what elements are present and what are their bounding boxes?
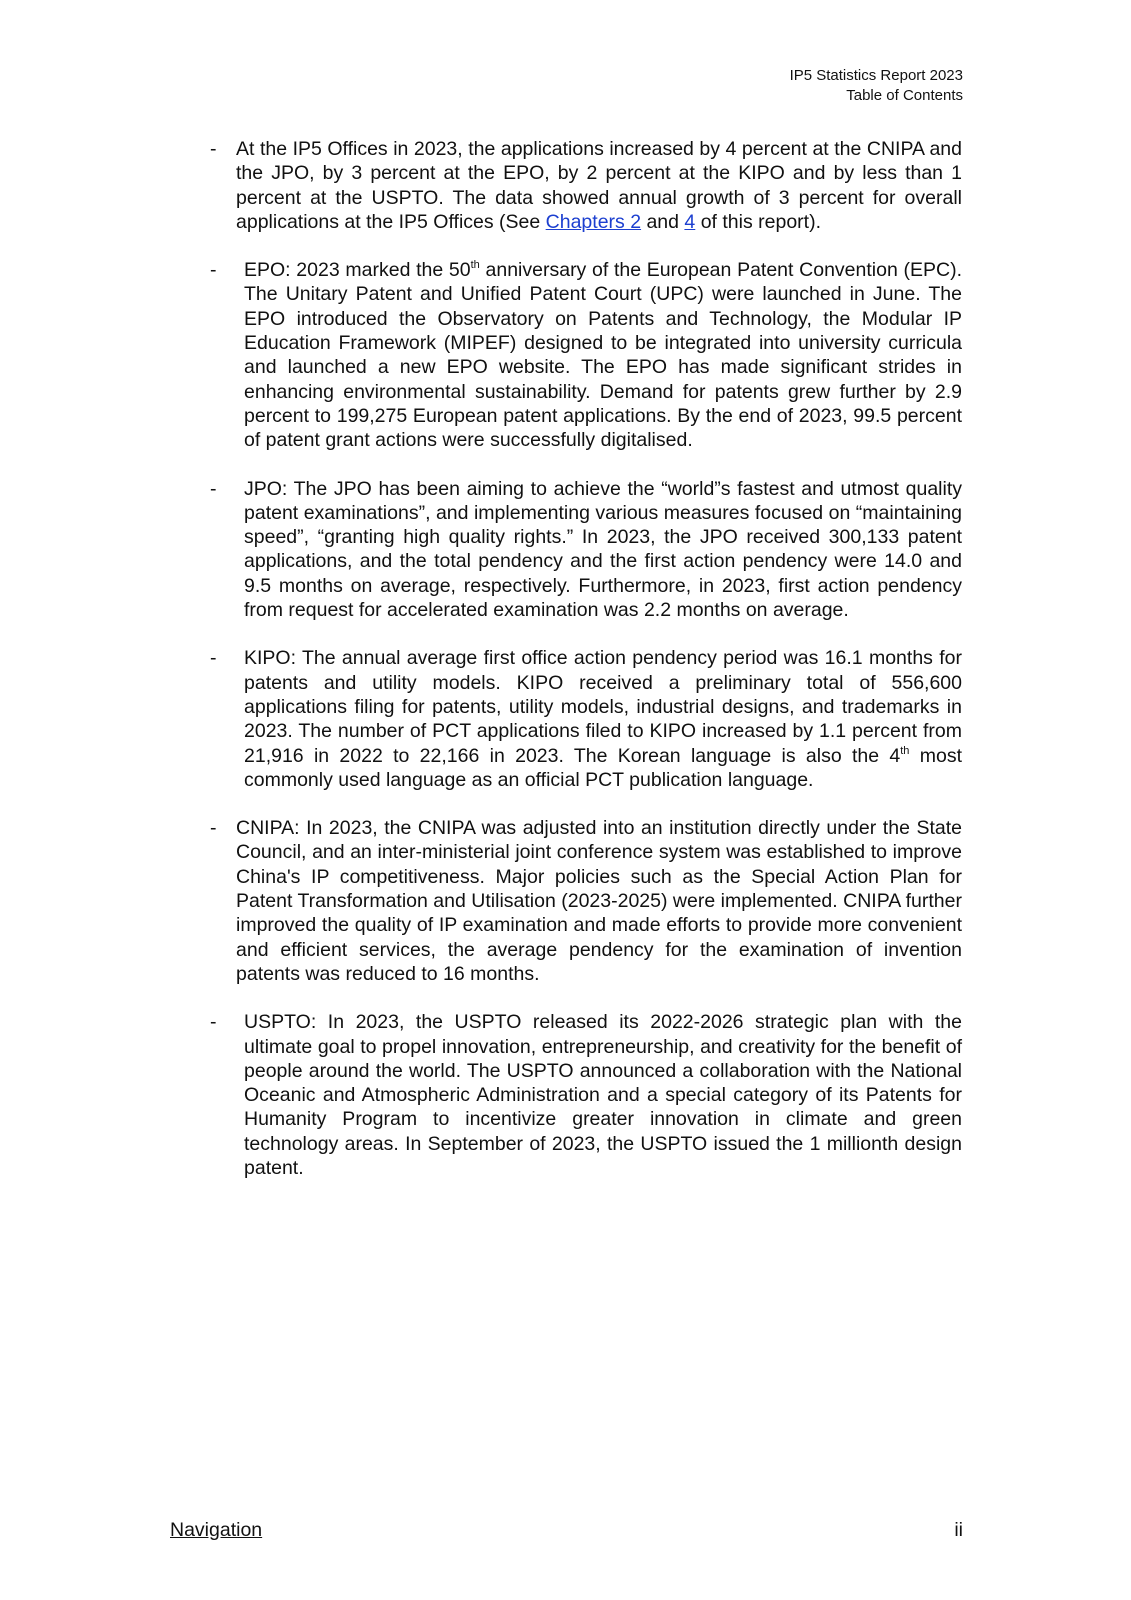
page-header: [790, 66, 963, 106]
navigation-link[interactable]: Navigation: [170, 1519, 263, 1541]
bullet-text: At the IP5 Offices in 2023, the applications increased by 4 percent at the CNIPA and the JPO, by 3 percent at the EPO, by 2 percent at the KIPO and by less than 1 percent at the USPTO. The data showed annual growth of 3 percent for overall applications at the IP5 Offices (See Chapters 2 and 4 of this report).: [236, 138, 962, 233]
bullet-ip5-overview: [210, 137, 962, 234]
bullet-epo: [210, 258, 962, 452]
bullet-dash: -: [210, 477, 217, 500]
bullet-dash: -: [210, 817, 217, 840]
bullet-dash: -: [210, 1011, 217, 1034]
bullet-uspto: [210, 1010, 962, 1180]
bullet-text: JPO: The JPO has been aiming to achieve the “world”s fastest and utmost quality patent examinations”, and implementing various measures focused on “maintaining speed”, “granting high quality rights.” In 2023, the JPO received 300,133 patent applications, and the total pendency and the first action pendency were 14.0 and 9.5 months on average, respectively. Furthermore, in 2023, first action pendency from request for accelerated examination was 2.2 months on average.: [244, 477, 962, 622]
bullet-kipo: [210, 646, 962, 792]
bullet-cnipa: [210, 816, 962, 986]
report-title: IP5 Statistics Report 2023: [789, 67, 963, 84]
page-number: ii: [954, 1519, 963, 1541]
bullet-jpo: [210, 477, 962, 623]
chapter-4-link[interactable]: 4: [684, 210, 696, 233]
bullet-dash: -: [210, 647, 217, 670]
chapter-2-link[interactable]: Chapters 2: [545, 210, 642, 233]
main-content: [210, 137, 962, 1204]
bullet-text: KIPO: The annual average first office action pendency period was 16.1 months for patents and utility models. KIPO received a preliminary total of 556,600 applications filing for patents, utility models, industrial designs, and trademarks in 2023. The number of PCT applications filed to KIPO increased by 1.1 percent from 21,916 in 2022 to 22,166 in 2023. The Korean language is also the 4th most commonly used language as an official PCT publication language.: [244, 647, 962, 791]
bullet-dash: -: [210, 259, 217, 282]
bullet-text: USPTO: In 2023, the USPTO released its 2022-2026 strategic plan with the ultimate goal to propel innovation, entrepreneurship, and creativity for the benefit of people around the world. The USPTO announced a collaboration with the National Oceanic and Atmospheric Administration and a special category of its Patents for Humanity Program to incentivize greater innovation in climate and green technology areas. In September of 2023, the USPTO issued the 1 millionth design patent.: [244, 1011, 962, 1179]
bullet-text: EPO: 2023 marked the 50th anniversary of the European Patent Convention (EPC). The Unitary Patent and Unified Patent Court (UPC) were launched in June. The EPO introduced the Observatory on Patents and Technology, the Modular IP Education Framework (MIPEF) designed to be integrated into university curricula and launched a new EPO website. The EPO has made significant strides in enhancing environmental sustainability. Demand for patents grew further by 2.9 percent to 199,275 European patent applications. By the end of 2023, 99.5 percent of patent grant actions were successfully digitalised.: [244, 259, 963, 452]
section-title: Table of Contents: [846, 87, 963, 104]
bullet-dash: -: [210, 138, 217, 160]
bullet-text: CNIPA: In 2023, the CNIPA was adjusted into an institution directly under the State Council, and an inter-ministerial joint conference system was established to improve China's IP competitiveness. Major policies such as the Special Action Plan for Patent Transformation and Utilisation (2023-2025) were implemented. CNIPA further improved the quality of IP examination and made efforts to provide more convenient and efficient services, the average pendency for the examination of invention patents was reduced to 16 months.: [236, 817, 962, 985]
